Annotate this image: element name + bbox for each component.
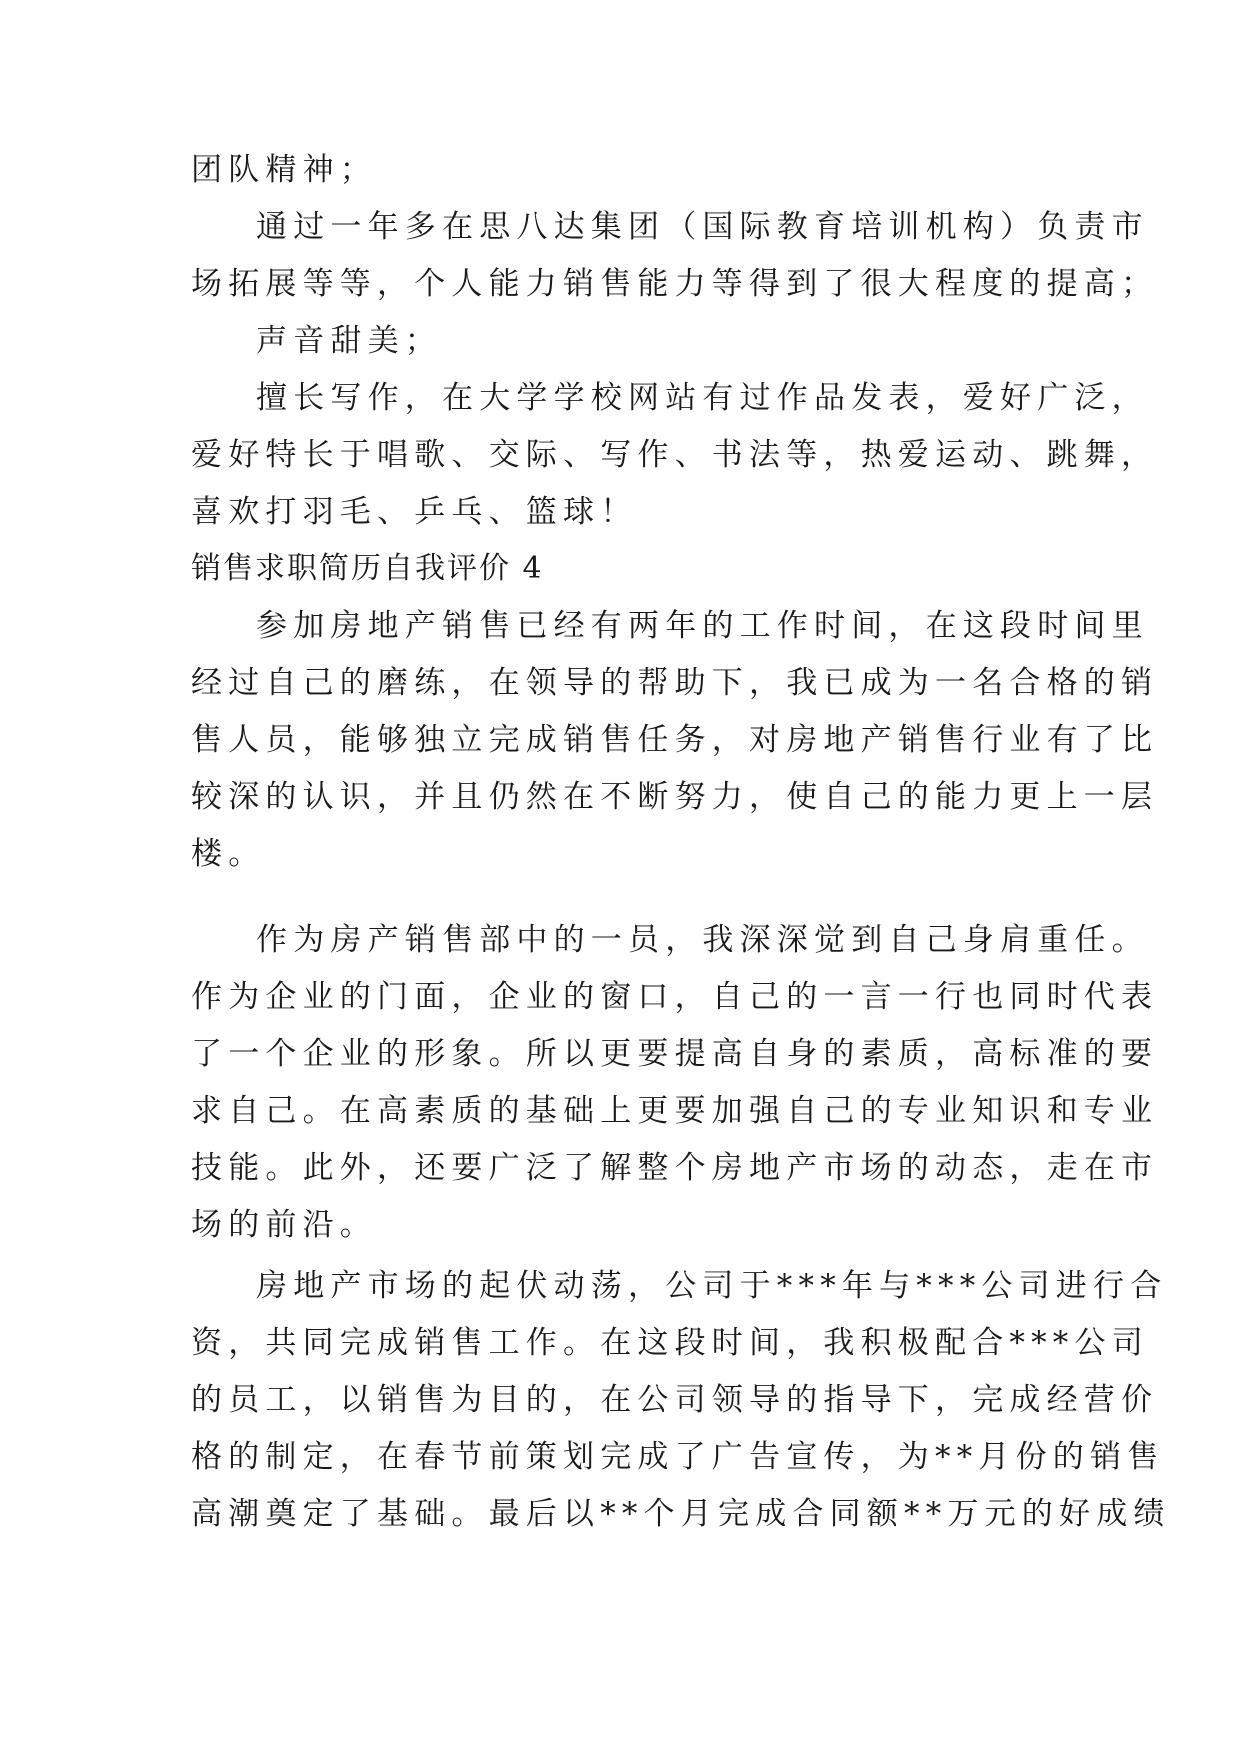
paragraph-first-line: 通过一年多在思八达集团（国际教育培训机构）负责市 <box>256 209 1149 245</box>
text-line: 高潮奠定了基础。最后以**个月完成合同额**万元的好成绩 <box>191 1496 1171 1532</box>
text-line: 团队精神； <box>191 152 377 188</box>
text-line: 喜欢打羽毛、乒乓、篮球！ <box>191 494 638 530</box>
text-line: 经过自己的磨练，在领导的帮助下，我已成为一名合格的销 <box>191 665 1159 701</box>
text-line: 的员工，以销售为目的，在公司领导的指导下，完成经营价 <box>191 1382 1159 1418</box>
text-line: 场的前沿。 <box>191 1207 377 1243</box>
text-line: 爱好特长于唱歌、交际、写作、书法等，热爱运动、跳舞， <box>191 437 1159 473</box>
text-line: 较深的认识，并且仍然在不断努力，使自己的能力更上一层 <box>191 779 1159 815</box>
text-line: 资，共同完成销售工作。在这段时间，我积极配合***公司 <box>191 1325 1149 1361</box>
text-line: 售人员，能够独立完成销售任务，对房地产销售行业有了比 <box>191 722 1159 758</box>
paragraph-first-line: 声音甜美； <box>256 323 442 359</box>
paragraph-first-line: 作为房产销售部中的一员，我深深觉到自己身肩重任。 <box>256 922 1149 958</box>
text-line: 了一个企业的形象。所以更要提高自身的素质，高标准的要 <box>191 1036 1159 1072</box>
text-line: 求自己。在高素质的基础上更要加强自己的专业知识和专业 <box>191 1093 1159 1129</box>
text-line: 场拓展等等，个人能力销售能力等得到了很大程度的提高； <box>191 266 1159 302</box>
text-line: 技能。此外，还要广泛了解整个房地产市场的动态，走在市 <box>191 1150 1159 1186</box>
paragraph-first-line: 房地产市场的起伏动荡，公司于***年与***公司进行合 <box>256 1268 1168 1304</box>
paragraph-first-line: 擅长写作，在大学学校网站有过作品发表，爱好广泛， <box>256 380 1149 416</box>
text-line: 楼。 <box>191 836 266 872</box>
text-line: 格的制定，在春节前策划完成了广告宣传，为**月份的销售 <box>191 1439 1165 1475</box>
paragraph-first-line: 参加房地产销售已经有两年的工作时间，在这段时间里 <box>256 608 1149 644</box>
text-line: 作为企业的门面，企业的窗口，自己的一言一行也同时代表 <box>191 979 1159 1015</box>
section-heading: 销售求职简历自我评价 4 <box>191 551 544 586</box>
